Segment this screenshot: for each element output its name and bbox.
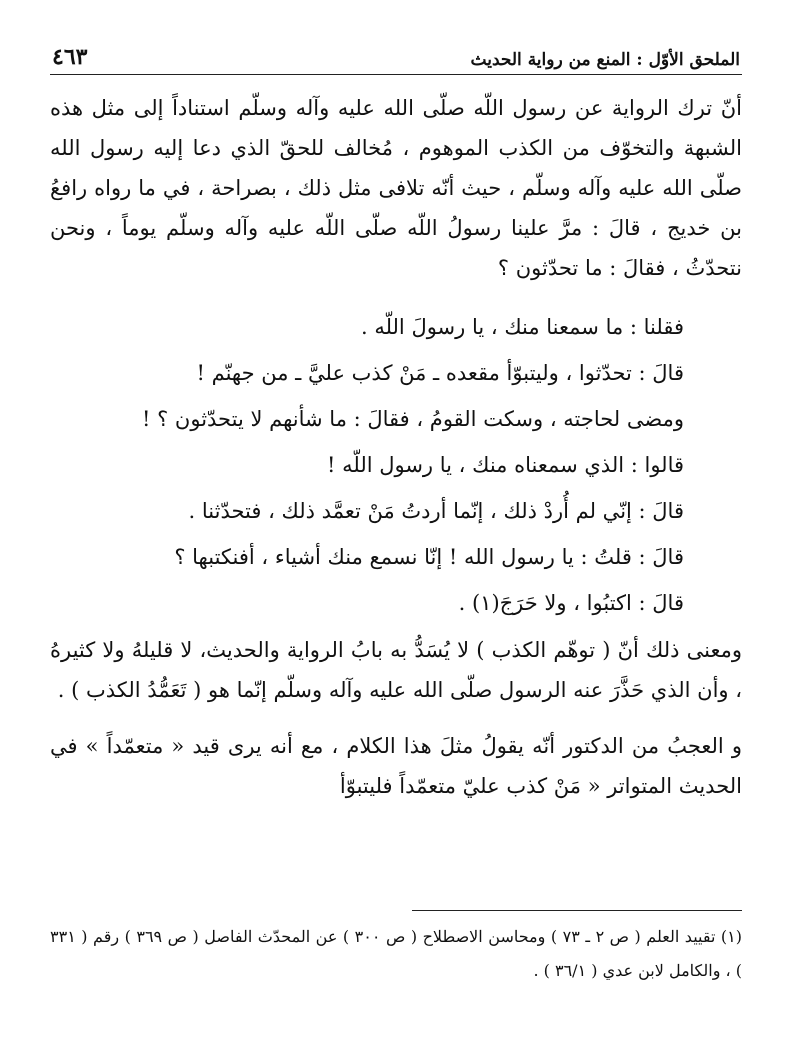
footnote-text: (١) تقييد العلم ( ص ٢ ـ ٧٣ ) ومحاسن الاصطلاح ( ص ٣٠٠ ) عن المحدّث الفاصل ( ص ٣٦٩ ) رقم ( ٣٣١ ) ، والكامل لابن عدي ( ٣٦/١ ) . [50,927,743,980]
running-title: الملحق الأوّل : المنع من رواية الحديث [470,50,740,70]
page-number: ٤٦٣ [52,44,88,70]
dialogue-line-4: قالوا : الذي سمعناه منك ، يا رسول اللّه ! [327,453,684,477]
header-rule [50,74,742,75]
footnote-rule [412,910,742,911]
dialogue-line-6: قالَ : قلتُ : يا رسول الله ! إنّا نسمع منك أشياء ، أفنكتبها ؟ [174,545,684,569]
dialogue-line-1: فقلنا : ما سمعنا منك ، يا رسولَ اللّه . [360,315,684,339]
dialogue-line-3: ومضى لحاجته ، وسكت القومُ ، فقالَ : ما شأنهم لا يتحدّثون ؟ ! [141,407,684,431]
dialogue-line-2: قالَ : تحدّثوا ، وليتبوّأ مقعده ـ مَنْ كذب عليَّ ـ من جهنّم ! [196,361,684,385]
intro-paragraph: أنّ ترك الرواية عن رسول اللّه صلّى الله عليه وآله وسلّم استناداً إلى مثل هذه الشبهة والتخوّف من الكذب الموهوم ، مُخالف للحقّ الذي دعا إليه رسول الله صلّى الله عليه وآله وسلّم ، حيث أنّه تلافى مثل ذلك ، بصراحة ، في ما رواه رافعُ بن خديج ، قالَ : مرَّ علينا رسولُ اللّه صلّى اللّه عليه وآله وسلّم يوماً ، ونحن نتحدّثُ ، فقالَ : ما تحدّثون ؟ [50,96,742,280]
wonder-paragraph: و العجبُ من الدكتور أنّه يقولُ مثلَ هذا الكلام ، مع أنه يرى قيد « متعمّداً » في الحديث المتواتر « مَنْ كذب عليّ متعمّداً فليتبوّأ [50,734,742,798]
meaning-paragraph: ومعنى ذلك أنّ ( توهّم الكذب ) لا يُسَدُّ به بابُ الرواية والحديث، لا قليلهُ ولا كثيرهُ ، وأن الذي حَذَّرَ عنه الرسول صلّى الله عليه وآله وسلّم إنّما هو ( تَعَمُّدُ الكذب ) . [50,638,742,702]
dialogue-line-5: قالَ : إنّي لم أُردْ ذلك ، إنّما أردتُ مَنْ تعمَّد ذلك ، فتحدّثنا . [188,499,684,523]
main-text [50,88,742,806]
footnote [50,920,742,988]
dialogue-line-7: قالَ : اكتبُوا ، ولا حَرَجَ(١) . [458,591,684,615]
page-header [52,40,740,70]
